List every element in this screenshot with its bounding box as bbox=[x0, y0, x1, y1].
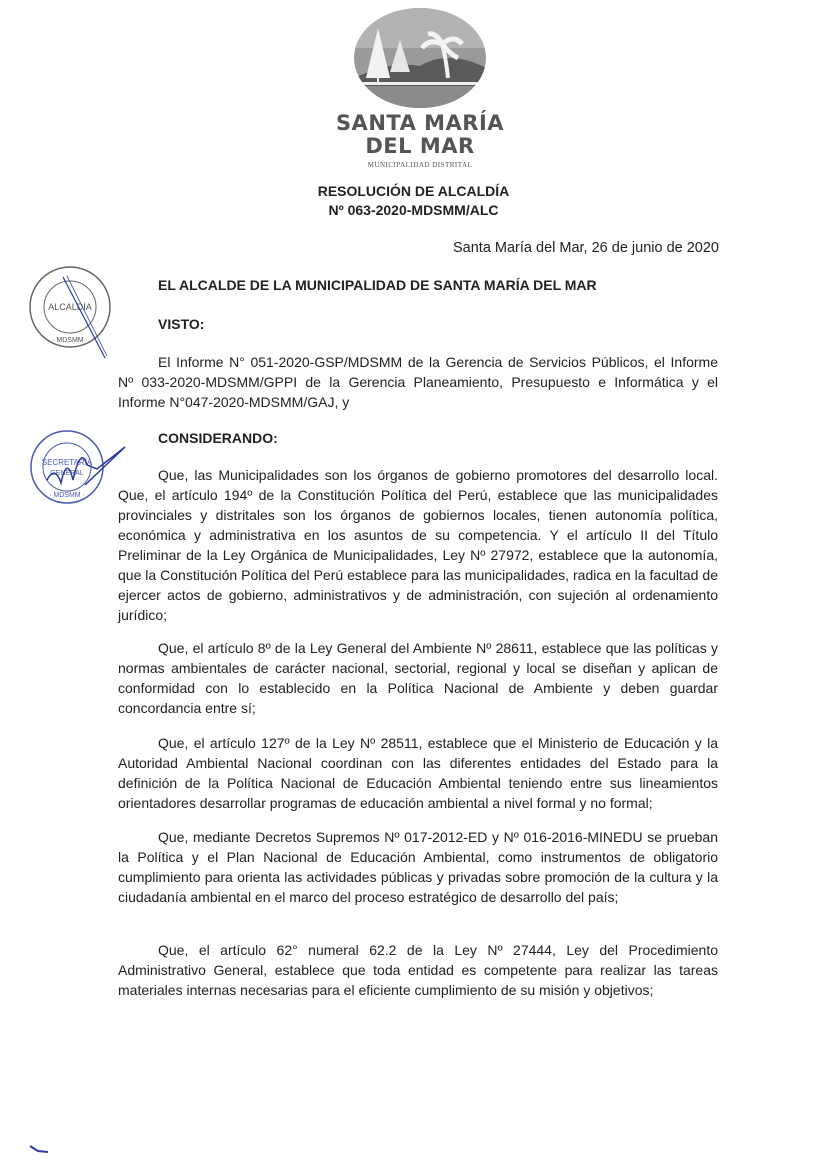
coastal-landscape-logo-icon bbox=[350, 8, 490, 108]
ink-scribble-icon bbox=[28, 1143, 58, 1155]
svg-text:· MDSMM ·: · MDSMM · bbox=[49, 492, 85, 499]
document-date: Santa María del Mar, 26 de junio de 2020 bbox=[452, 240, 719, 256]
considerando-paragraph: Que, las Municipalidades son los órganos de gobierno promotores del desarrollo local. Que, el artículo 194º de la Constitución Política del Perú, establece que las municipalidades provinciales y distritales son los órganos de gobiernos locales, tienen autonomía política, económica y administrativa en los asuntos de su competencia. Y el artículo II del Título Preliminar de la Ley Orgánica de Municipalidades, Ley Nº 27972, establece que la autonomía, que la Constitución Política del Perú establece para las municipalidades, radica en la facultad de ejercer actos de gobierno, administrativos y de administración, con sujeción al ordenamiento jurídico; bbox=[118, 467, 718, 623]
considerando-paragraph: Que, mediante Decretos Supremos Nº 017-2012-ED y Nº 016-2016-MINEDU se prueban la Política y el Plan Nacional de Educación Ambiental, como instrumentos de obligatorio cumplimiento para orienta las actividades públicas y privadas sobre promoción de la cultura y la ciudadanía ambiental en el marco del proceso estratégico de desarrollo del país; bbox=[118, 829, 718, 905]
ink-mark bbox=[28, 1142, 58, 1160]
considerando-heading: CONSIDERANDO: bbox=[158, 430, 278, 446]
municipality-logo bbox=[330, 8, 510, 168]
svg-text:GENERAL: GENERAL bbox=[50, 470, 84, 477]
resolution-number: Nº 063-2020-MDSMM/ALC bbox=[328, 202, 499, 218]
visto-paragraph: El Informe N° 051-2020-GSP/MDSMM de la Gerencia de Servicios Públicos, el Informe Nº 033-2020-MDSMM/GPPI de la Gerencia Planeamiento, Presupuesto e Informática y el Informe N°047-2020-MDSMM/GAJ, y bbox=[118, 354, 718, 410]
svg-text:· MDSMM ·: · MDSMM · bbox=[52, 337, 88, 344]
seal-stamp-icon bbox=[25, 262, 125, 362]
svg-text:ALCALDÍA: ALCALDÍA bbox=[48, 302, 92, 312]
alcaldia-stamp bbox=[25, 262, 125, 367]
considerando-paragraph: Que, el artículo 62° numeral 62.2 de la Ley Nº 27444, Ley del Procedimiento Administrativo General, establece que toda entidad es competente para realizar las tareas materiales internas necesarias para el eficiente cumplimiento de su misión y objetivos; bbox=[118, 942, 718, 998]
considerando-paragraph: Que, el artículo 127º de la Ley Nº 28511, establece que el Ministerio de Educación y la Autoridad Ambiental Nacional coordinan con las diferentes entidades del Estado para la definición de la Política Nacional de Educación Ambiental teniendo entre sus lineamientos orientadores desarrollar programas de educación ambiental a nivel formal y no formal; bbox=[118, 735, 718, 811]
considerando-paragraph: Que, el artículo 8º de la Ley General del Ambiente Nº 28611, establece que las políticas y normas ambientales de carácter nacional, sectorial, regional y local se diseñan y aplican de conformidad con lo establecido en la Política Nacional de Ambiente y deben guardar concordancia entre sí; bbox=[118, 640, 718, 716]
document-title: RESOLUCIÓN DE ALCALDÍA bbox=[317, 183, 510, 199]
logo-subtitle: MUNICIPALIDAD DISTRITAL bbox=[367, 161, 473, 169]
svg-text:SECRETARÍA: SECRETARÍA bbox=[41, 458, 93, 467]
addressee-heading: EL ALCALDE DE LA MUNICIPALIDAD DE SANTA MARÍA DEL MAR bbox=[158, 277, 597, 293]
logo-name: SANTA MARÍA DEL MAR bbox=[335, 111, 505, 158]
visto-heading: VISTO: bbox=[158, 316, 205, 332]
